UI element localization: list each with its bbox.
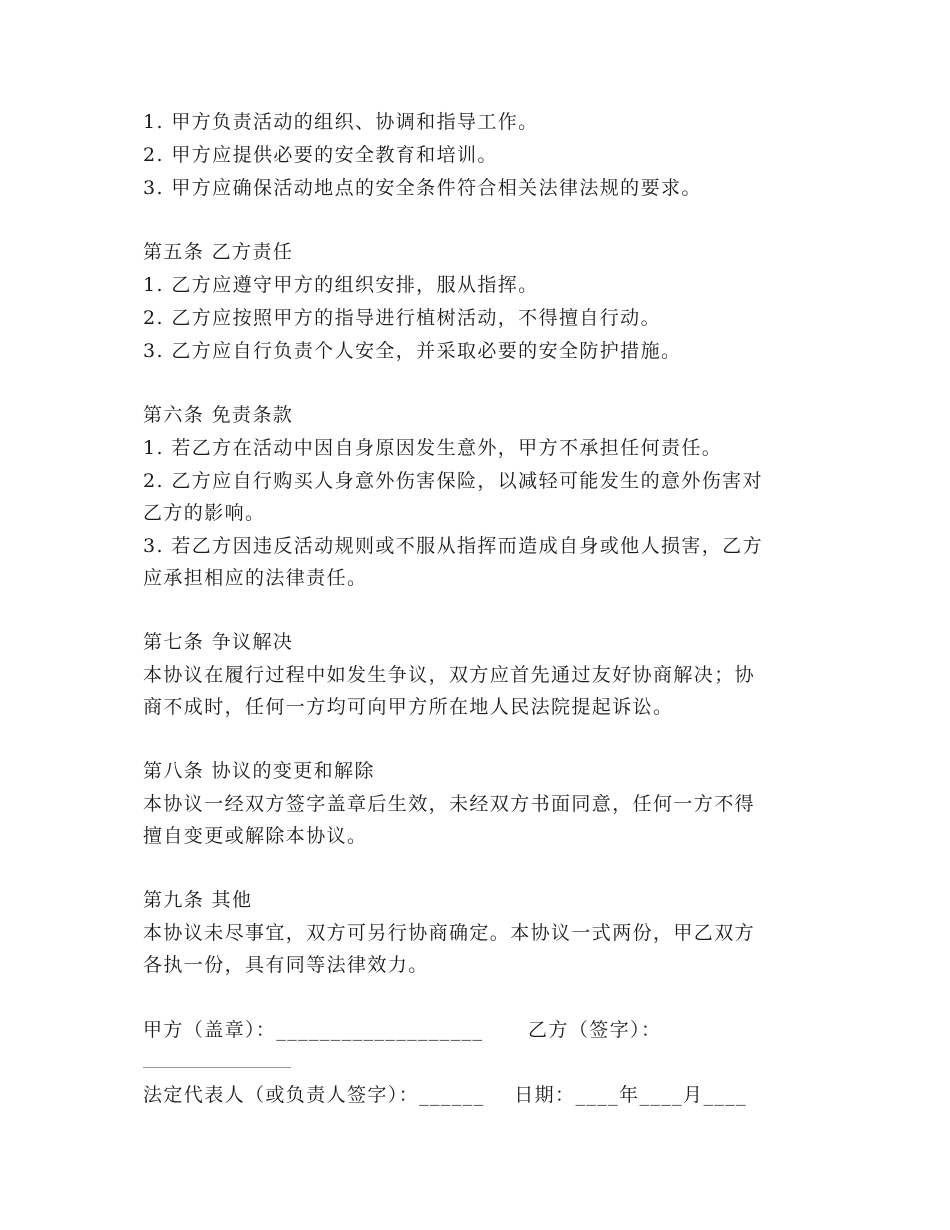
signature-representative-date-line: 法定代表人（或负责人签字）：______ 日期：____年____月____ — [143, 1084, 748, 1106]
clause8-line-1: 本协议一经双方签字盖章后生效，未经双方书面同意，任何一方不得 — [143, 793, 756, 815]
clause8-line-2: 擅自变更或解除本协议。 — [143, 825, 368, 847]
clause7-heading: 第七条 争议解决 — [143, 631, 294, 653]
clause6-item-2: 2. 乙方应自行购买人身意外伤害保险，以减轻可能发生的意外伤害对 — [143, 470, 763, 492]
clause8-heading: 第八条 协议的变更和解除 — [143, 760, 375, 782]
clause5-item-2: 2. 乙方应按照甲方的指导进行植树活动，不得擅自行动。 — [143, 307, 661, 329]
clause7-line-1: 本协议在履行过程中如发生争议，双方应首先通过友好协商解决；协 — [143, 664, 756, 686]
clause5-item-1: 1. 乙方应遵守甲方的组织安排，服从指挥。 — [143, 274, 539, 296]
signature-blank-rule — [143, 1067, 291, 1068]
clause4-item-2: 2. 甲方应提供必要的安全教育和培训。 — [143, 144, 498, 166]
clause6-heading: 第六条 免责条款 — [143, 404, 294, 426]
clause9-line-1: 本协议未尽事宜，双方可另行协商确定。本协议一式两份，甲乙双方 — [143, 922, 756, 944]
signature-party-line: 甲方（盖章）：___________________ 乙方（签字）： — [143, 1019, 662, 1041]
clause7-line-2: 商不成时，任何一方均可向甲方所在地人民法院提起诉讼。 — [143, 696, 674, 718]
clause5-heading: 第五条 乙方责任 — [143, 241, 294, 263]
clause6-item-2-cont: 乙方的影响。 — [143, 502, 266, 524]
clause9-heading: 第九条 其他 — [143, 889, 253, 911]
clause6-item-1: 1. 若乙方在活动中因自身原因发生意外，甲方不承担任何责任。 — [143, 437, 723, 459]
clause4-item-1: 1. 甲方负责活动的组织、协调和指导工作。 — [143, 111, 539, 133]
clause6-item-3: 3. 若乙方因违反活动规则或不服从指挥而造成自身或他人损害，乙方 — [143, 535, 763, 557]
clause6-item-3-cont: 应承担相应的法律责任。 — [143, 567, 368, 589]
clause4-item-3: 3. 甲方应确保活动地点的安全条件符合相关法律法规的要求。 — [143, 177, 702, 199]
clause9-line-2: 各执一份，具有同等法律效力。 — [143, 954, 429, 976]
clause5-item-3: 3. 乙方应自行负责个人安全，并采取必要的安全防护措施。 — [143, 340, 682, 362]
